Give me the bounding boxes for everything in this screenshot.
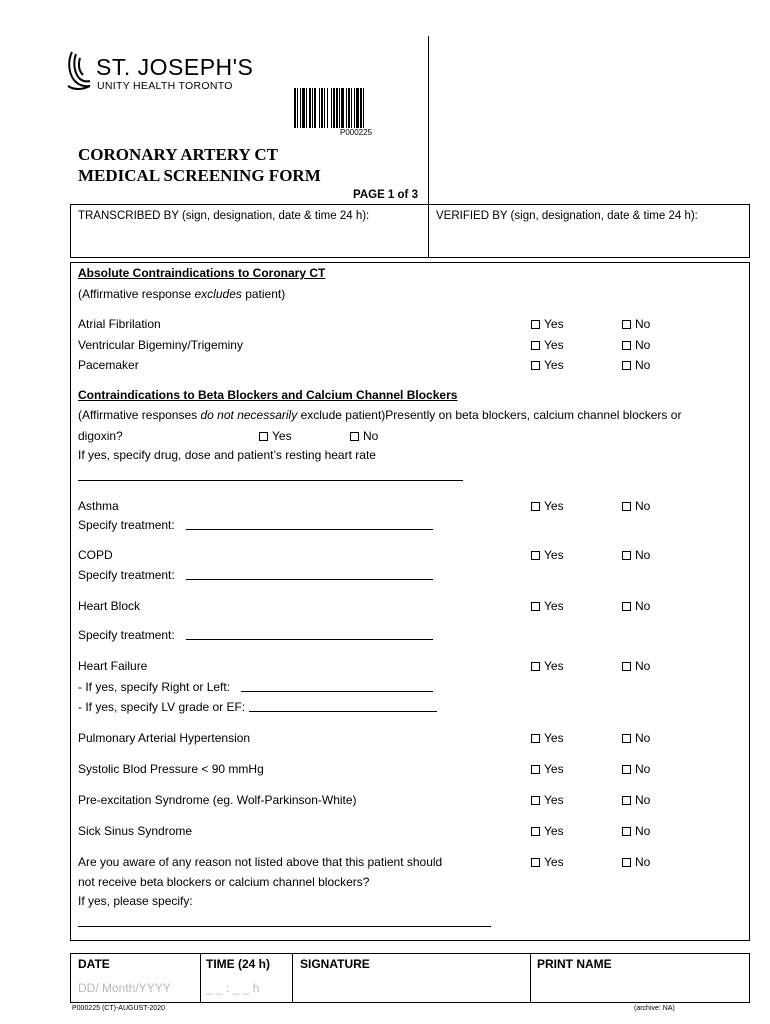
yes-label: Yes — [544, 731, 564, 745]
absolute-note — [78, 287, 285, 301]
time-header: TIME (24 h) — [206, 957, 271, 971]
yes-label: Yes — [544, 824, 564, 838]
no-label: No — [635, 317, 651, 331]
yes-label: Yes — [544, 855, 564, 869]
page-title — [78, 144, 321, 186]
signature-header: SIGNATURE — [300, 957, 370, 971]
atrial-fib-no[interactable] — [622, 317, 650, 331]
no-label: No — [635, 338, 651, 352]
pah-yes[interactable] — [531, 731, 564, 745]
bigeminy-no[interactable] — [622, 338, 650, 352]
asthma-yes[interactable] — [531, 499, 564, 513]
other-reason-line[interactable] — [78, 926, 491, 927]
org-name: ST. JOSEPH'S — [96, 54, 254, 80]
copd-yes[interactable] — [531, 548, 564, 562]
checkbox-icon[interactable] — [531, 796, 540, 805]
no-label: No — [363, 429, 379, 443]
note-text: exclude patient)Presently on beta blockers, calcium channel blockers or — [297, 408, 682, 422]
table-divider — [292, 953, 293, 1003]
digoxin-yes[interactable] — [259, 429, 292, 443]
item-pah: Pulmonary Arterial Hypertension — [78, 731, 251, 745]
checkbox-icon[interactable] — [531, 734, 540, 743]
other-reason-line-1: Are you aware of any reason not listed above that this patient should — [78, 855, 443, 869]
pacemaker-yes[interactable] — [531, 358, 564, 372]
heart-failure-yes[interactable] — [531, 659, 564, 673]
asthma-treatment-line[interactable] — [186, 529, 433, 530]
checkbox-icon[interactable] — [531, 858, 540, 867]
print-name-input[interactable] — [532, 975, 748, 1001]
item-heart-block: Heart Block — [78, 599, 141, 613]
copd-treatment-label: Specify treatment: — [78, 568, 175, 582]
checkbox-icon[interactable] — [622, 502, 631, 511]
no-label: No — [635, 824, 651, 838]
checkbox-icon[interactable] — [350, 432, 359, 441]
item-asthma: Asthma — [78, 499, 119, 513]
hf-side-label: - If yes, specify Right or Left: — [78, 680, 231, 694]
checkbox-icon[interactable] — [622, 827, 631, 836]
heart-block-treatment-label: Specify treatment: — [78, 628, 175, 642]
archive-note: (archive: NA) — [634, 1005, 675, 1012]
checkbox-icon[interactable] — [531, 551, 540, 560]
heart-block-treatment-line[interactable] — [186, 639, 433, 640]
title-line-1: CORONARY ARTERY CT — [78, 145, 279, 164]
checkbox-icon[interactable] — [531, 827, 540, 836]
date-header: DATE — [78, 957, 110, 971]
print-name-header: PRINT NAME — [537, 957, 612, 971]
other-no[interactable] — [622, 855, 650, 869]
item-bigeminy: Ventricular Bigeminy/Trigeminy — [78, 338, 243, 352]
item-preexcitation: Pre-excitation Syndrome (eg. Wolf-Parkinson-White) — [78, 793, 357, 807]
checkbox-icon[interactable] — [531, 602, 540, 611]
checkbox-icon[interactable] — [622, 551, 631, 560]
no-label: No — [635, 659, 651, 673]
checkbox-icon[interactable] — [259, 432, 268, 441]
checkbox-icon[interactable] — [622, 361, 631, 370]
transcribed-by-label: TRANSCRIBED BY (sign, designation, date & time 24 h): — [78, 210, 370, 222]
digoxin-question: digoxin? — [78, 429, 123, 443]
note-emphasis: do not necessarily — [200, 408, 298, 422]
yes-label: Yes — [544, 793, 564, 807]
barcode-number: P000225 — [340, 128, 373, 137]
checkbox-icon[interactable] — [531, 320, 540, 329]
note-text: (Affirmative responses — [78, 408, 201, 422]
copd-no[interactable] — [622, 548, 650, 562]
title-line-2: MEDICAL SCREENING FORM — [78, 166, 321, 185]
preexc-yes[interactable] — [531, 793, 564, 807]
copd-treatment-line[interactable] — [186, 579, 433, 580]
hf-side-line[interactable] — [241, 691, 433, 692]
yes-label: Yes — [544, 659, 564, 673]
note-text: (Affirmative response — [78, 287, 195, 301]
item-atrial-fibrillation: Atrial Fibrilation — [78, 317, 161, 331]
st-josephs-logo-icon — [64, 50, 94, 92]
sbp-no[interactable] — [622, 762, 650, 776]
item-sbp: Systolic Blod Pressure < 90 mmHg — [78, 762, 264, 776]
heart-block-yes[interactable] — [531, 599, 564, 613]
checkbox-icon[interactable] — [622, 320, 631, 329]
note-text: patient) — [241, 287, 286, 301]
pacemaker-no[interactable] — [622, 358, 650, 372]
checkbox-icon[interactable] — [531, 502, 540, 511]
note-emphasis: excludes — [194, 287, 242, 301]
checkbox-icon[interactable] — [622, 602, 631, 611]
item-sick-sinus: Sick Sinus Syndrome — [78, 824, 193, 838]
other-reason-line-2: not receive beta blockers or calcium channel blockers? — [78, 875, 370, 889]
yes-label: Yes — [544, 317, 564, 331]
beta-note — [78, 408, 681, 422]
yes-label: Yes — [544, 358, 564, 372]
specify-drug-line[interactable] — [78, 480, 463, 481]
yes-label: Yes — [272, 429, 292, 443]
beta-section-title: Contraindications to Beta Blockers and Calcium Channel Blockers — [78, 388, 458, 402]
yes-label: Yes — [544, 762, 564, 776]
org-subtitle: UNITY HEALTH TORONTO — [97, 80, 233, 92]
table-divider — [200, 953, 201, 1003]
page-number: PAGE 1 of 3 — [353, 189, 418, 201]
checkbox-icon[interactable] — [531, 361, 540, 370]
specify-drug-label: If yes, specify drug, dose and patient’s resting heart rate — [78, 448, 376, 462]
signature-input[interactable] — [294, 975, 528, 1001]
no-label: No — [635, 855, 651, 869]
no-label: No — [635, 793, 651, 807]
heart-failure-no[interactable] — [622, 659, 650, 673]
checkbox-icon[interactable] — [622, 341, 631, 350]
preexc-no[interactable] — [622, 793, 650, 807]
checkbox-icon[interactable] — [531, 662, 540, 671]
other-reason-line-3: If yes, please specify: — [78, 894, 193, 908]
checkbox-icon[interactable] — [622, 662, 631, 671]
asthma-treatment-label: Specify treatment: — [78, 518, 175, 532]
checkbox-icon[interactable] — [622, 858, 631, 867]
no-label: No — [635, 358, 651, 372]
checkbox-icon[interactable] — [531, 341, 540, 350]
no-label: No — [635, 731, 651, 745]
date-input[interactable]: DD/ Month/YYYY — [78, 981, 171, 995]
yes-label: Yes — [544, 599, 564, 613]
verified-by-label: VERIFIED BY (sign, designation, date & time 24 h): — [436, 210, 698, 222]
checkbox-icon[interactable] — [531, 765, 540, 774]
no-label: No — [635, 599, 651, 613]
yes-label: Yes — [544, 499, 564, 513]
hf-lv-label: - If yes, specify LV grade or EF: — [78, 700, 246, 714]
checkbox-icon[interactable] — [622, 765, 631, 774]
no-label: No — [635, 762, 651, 776]
absolute-section-title: Absolute Contraindications to Coronary CT — [78, 266, 326, 280]
no-label: No — [635, 499, 651, 513]
yes-label: Yes — [544, 548, 564, 562]
checkbox-icon[interactable] — [622, 734, 631, 743]
other-yes[interactable] — [531, 855, 564, 869]
table-divider — [530, 953, 531, 1003]
item-heart-failure: Heart Failure — [78, 659, 148, 673]
form-code: P000225 (CT)-AUGUST-2020 — [72, 1005, 165, 1012]
hf-lv-line[interactable] — [249, 711, 437, 712]
no-label: No — [635, 548, 651, 562]
sbp-yes[interactable] — [531, 762, 564, 776]
bigeminy-yes[interactable] — [531, 338, 564, 352]
digoxin-no[interactable] — [350, 429, 378, 443]
asthma-no[interactable] — [622, 499, 650, 513]
pah-no[interactable] — [622, 731, 650, 745]
item-pacemaker: Pacemaker — [78, 358, 139, 372]
sss-no[interactable] — [622, 824, 650, 838]
barcode-icon — [294, 88, 424, 128]
sss-yes[interactable] — [531, 824, 564, 838]
time-input[interactable]: _ _ : _ _ h — [206, 981, 260, 995]
checkbox-icon[interactable] — [622, 796, 631, 805]
heart-block-no[interactable] — [622, 599, 650, 613]
yes-label: Yes — [544, 338, 564, 352]
item-copd: COPD — [78, 548, 113, 562]
atrial-fib-yes[interactable] — [531, 317, 564, 331]
